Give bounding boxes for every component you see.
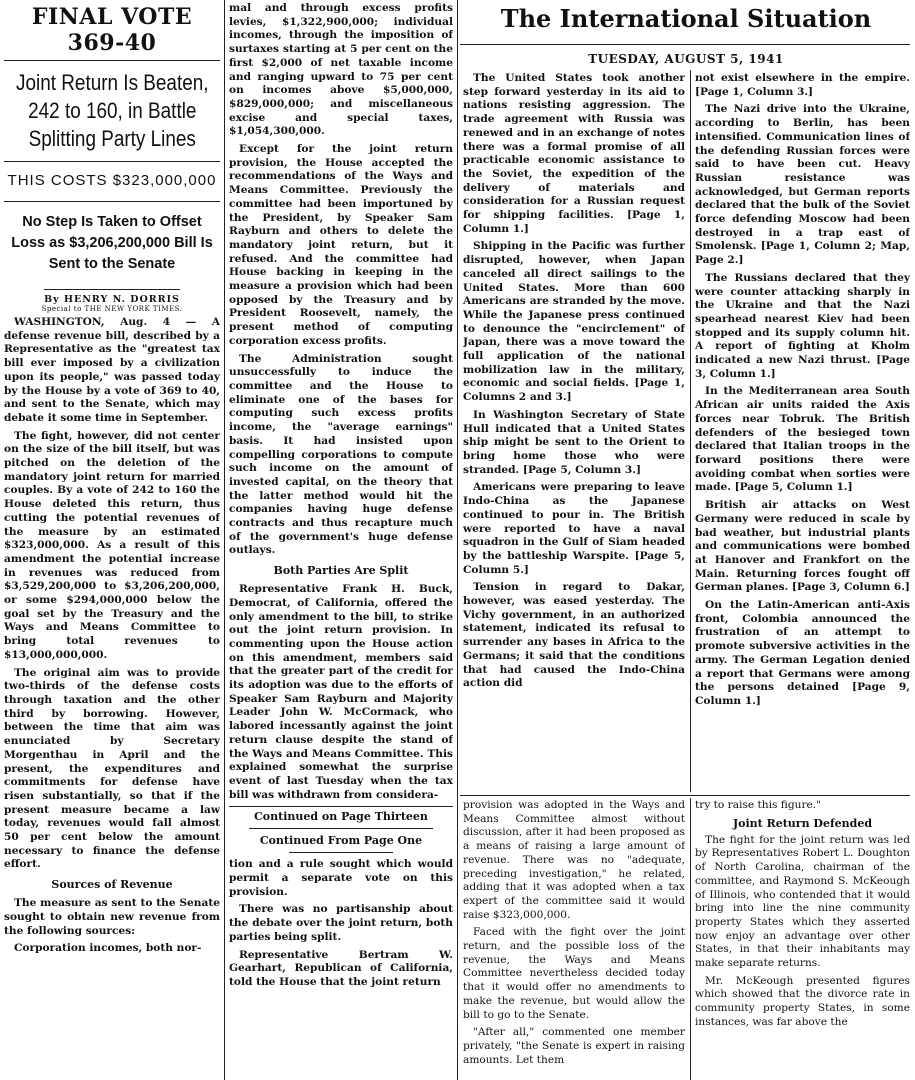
article-paragraph: The fight for the joint return was led by Representatives Robert L. Doughton of North Carolina, chairman of the committee, and Raymond S. McKeough of Illinois, who contended that it would bring into line the nine community property States which they asserted now enjoy an advantage over other States, in that their inhabitants may make separate returns. — [695, 833, 910, 970]
left-column — [4, 0, 220, 1080]
middle-column — [229, 2, 453, 1080]
international-column-2 — [695, 72, 910, 794]
continuation-column-right — [695, 799, 910, 1080]
summary-paragraph: Tension in regard to Dakar, however, was eased yesterday. The Vichy government, in an authorized statement, indicated its refusal to surrender any bases in Africa to the Germans; it said that the conditions that had caused the Indo-China action did — [463, 581, 685, 690]
summary-paragraph: The Russians declared that they were counter attacking sharply in the Ukraine and that the Nazi spearhead nearest Kiev had been stopped and its supply column hit. A report of fighting at Kholm indicated a new Nazi thrust. [Page 3, Column 1.] — [695, 271, 910, 380]
banner-headline: FINAL VOTE 369-40 — [31, 4, 193, 56]
article-paragraph: The fight, however, did not center on the size of the bill itself, but was pitched on the deletion of the mandatory joint return for married couples. By a vote of 242 to 160 the House deleted this return, thus cutting the potential revenues of the measure by an estimated $323,000,000. As a result of this amendment the potential increase in revenues was reduced from $3,529,200,000 to $3,206,200,000, or some $294,000,000 below the goal set by the Treasury and the Ways and Means Committee to bring total revenues to $13,000,000,000. — [4, 429, 220, 661]
article-paragraph: mal and through excess profits levies, $1,322,900,000; individual incomes, through the imposition of surtaxes starting at 5 per cent on the first $2,000 of net taxable income and ranging upward to 75 per cent on incomes above $5,000,000, $829,000,000; and miscellaneous excise and special taxes, $1,054,300,000. — [229, 2, 453, 138]
main-headline: Joint Return Is Beaten, 242 to 160, in Battle Splitting Party Lines — [15, 70, 209, 151]
article-paragraph: There was no partisanship about the debate over the joint return, both parties being split. — [229, 903, 453, 943]
article-paragraph: The Administration sought unsuccessfully to induce the committee and the House to eliminate one of the bases for computing such excess profits income, the "average earnings" basis. It had insisted upon compelling corporations to compute such income on the amount of invested capital, on the theory that the latter method would hit the companies having huge defense contracts and thus recapture much of the government's huge defense outlays. — [229, 352, 453, 557]
jump-rule-middle — [249, 828, 433, 829]
continued-from-line: Continued From Page One — [259, 834, 423, 848]
international-title: The International Situation — [500, 4, 872, 33]
special-credit: Special to THE NEW YORK TIMES. — [41, 305, 183, 313]
article-paragraph: provision was adopted in the Ways and Means Committee almost without discussion, after it had been proposed as a means of raising a large amount of revenue. There was no "adequate, preceding investigation," he related, adding that it was adopted when a tax expert of the committee said it would raise $323,000,000. — [463, 799, 685, 921]
continuation-column-left — [463, 799, 685, 1080]
banner-rule — [4, 60, 220, 61]
section-head-parties-split: Both Parties Are Split — [273, 564, 409, 578]
summary-paragraph: The United States took another step forward yesterday in its aid to nations resisting aggression. The trade agreement with Russia was renewed and in an exchange of notes there was a formal promise of all practicable economic assistance to the Soviet, the expedition of the delivery of materials and consideration for a Russian request for shipping facilities. [Page 1, Column 1.] — [463, 72, 685, 235]
cost-rule — [4, 201, 220, 202]
article-paragraph: Mr. McKeough presented figures which showed that the divorce rate in community property States, in some instances, was far above the — [695, 974, 910, 1028]
summary-paragraph: On the Latin-American anti-Axis front, Colombia announced the frustration of an attempt to promote subversive activities in the army. The German Legation denied a report that Germans were among the persons detained [Page 9, Column 1.] — [695, 599, 910, 707]
article-paragraph: try to raise this figure." — [695, 799, 822, 811]
article-paragraph: WASHINGTON, Aug. 4 — A defense revenue bill, described by a Representative as the "greatest tax bill ever imposed by a civilization upon its people," was passed today by the House by a vote of 369 to 40, and sent to the Senate, which may debate it some time in September. — [4, 316, 220, 424]
summary-paragraph: The Nazi drive into the Ukraine, according to Berlin, has been intensified. Communication lines of the defending Russian forces were said to have been cut. Heavy Russian resistance was acknowledged, but German reports declared that the bulk of the Soviet force defending Moscow had been destroyed in a trap east of Smolensk. [Page 1, Column 2; Map, Page 2.] — [695, 103, 910, 267]
byline: By HENRY N. DORRIS — [44, 294, 180, 305]
summary-paragraph: In Washington Secretary of State Hull indicated that a United States ship might be sent to the Orient to bring home those who were stranded. [Page 5, Column 3.] — [463, 408, 685, 476]
article-paragraph: Faced with the fight over the joint return, and the possible loss of the revenue, the Ways and Means Committee nevertheless decided today that it would offer no amendments to make the revenue, but would allow the bill to go to the Senate. — [463, 926, 685, 1021]
international-box-bottom-rule — [460, 795, 910, 796]
article-paragraph: tion and a rule sought which would permit a separate vote on this provision. — [229, 858, 453, 898]
article-paragraph: Corporation incomes, both nor- — [14, 942, 202, 955]
international-title-rule — [460, 44, 910, 45]
article-paragraph: "After all," commented one member privately, "the Senate is expert in raising amounts. Let them — [463, 1026, 685, 1066]
column-rule-1 — [224, 0, 225, 1080]
article-paragraph: Representative Frank H. Buck, Democrat, of California, offered the only amendment to the bill, to strike out the joint return provision. In commenting upon the House action on this amendment, members said that the greater part of the credit for its adoption was due to the efforts of Speaker Sam Rayburn and Majority Leader John W. McCormack, who labored incessantly against the joint return clause despite the stand of the Ways and Means Committee. This explained somewhat the surprise event of last Tuesday when the tax bill was withdrawn from considera- — [229, 583, 453, 801]
article-paragraph: Representative Bertram W. Gearhart, Republican of California, told the House that the joint return — [229, 948, 453, 988]
article-paragraph: Except for the joint return provision, the House accepted the recommendations of the Ways and Means Committee. Previously the committee had been importuned by the President, by Speaker Sam Rayburn and others to delete the mandatory joint return, but it refused. And the committee had House backing in keeping in the measure a provision which had been opposed by the Treasury and by President Roosevelt, namely, the present method of computing corporation excess profits. — [229, 143, 453, 347]
international-column-1 — [463, 72, 685, 794]
subheadline: No Step Is Taken to Offset Loss as $3,206,200,000 Bill Is Sent to the Senate — [11, 214, 213, 272]
section-head-sources: Sources of Revenue — [51, 878, 173, 892]
summary-paragraph: Americans were preparing to leave Indo-China as the Japanese continued to pour in. The British were reported to have a naval squadron in the Gulf of Siam headed by the battleship Warspite. [Page 5, Column 5.] — [463, 481, 685, 576]
summary-paragraph: In the Mediterranean area South African air units raided the Axis forces near Tobruk. The British defenders of the besieged town declared that Italian troops in the forward positions there were avoiding combat when sorties were made. [Page 5, Column 1.] — [695, 385, 910, 494]
continued-on-line: Continued on Page Thirteen — [254, 810, 428, 824]
jump-rule-top — [229, 806, 453, 807]
summary-paragraph: not exist elsewhere in the empire. [Page 1, Column 3.] — [695, 72, 910, 98]
column-rule-3 — [690, 70, 691, 792]
international-date: TUESDAY, AUGUST 5, 1941 — [588, 52, 784, 66]
jump-rule-bottom — [289, 852, 393, 853]
subheadline-rule — [44, 289, 180, 290]
headline-rule — [4, 161, 220, 162]
summary-paragraph: British air attacks on West Germany were reduced in scale by bad weather, but industrial plants and communications were bombed at Hanover and Frankfort on the Main. Returning forces fought off German planes. [Page 3, Column 6.] — [695, 499, 910, 594]
column-rule-4 — [690, 798, 691, 1080]
column-rule-2 — [457, 0, 458, 1080]
article-paragraph: The original aim was to provide two-thirds of the defense costs through taxation and the other third by borrowing. However, between the time that aim was enunciated by Secretary Morgenthau in April and the present, the expenditures and commitments for defense have risen substantially, so that if the present measure became a law today, revenues would fall almost 50 per cent below the amount necessary to finance the defense effort. — [4, 666, 220, 871]
section-head-joint-return: Joint Return Defended — [732, 816, 873, 830]
article-paragraph: The measure as sent to the Senate sought to obtain new revenue from the following sources: — [4, 897, 220, 937]
cost-line: THIS COSTS $323,000,000 — [7, 172, 217, 189]
summary-paragraph: Shipping in the Pacific was further disrupted, however, when Japan canceled all direct sailings to the United States. More than 600 Americans are stranded by the move. While the Japanese press continued to denounce the "encirclement" of Japan, there was a move toward the full application of the national mobilization law in the military, economic and social fields. [Page 1, Columns 2 and 3.] — [463, 240, 685, 404]
